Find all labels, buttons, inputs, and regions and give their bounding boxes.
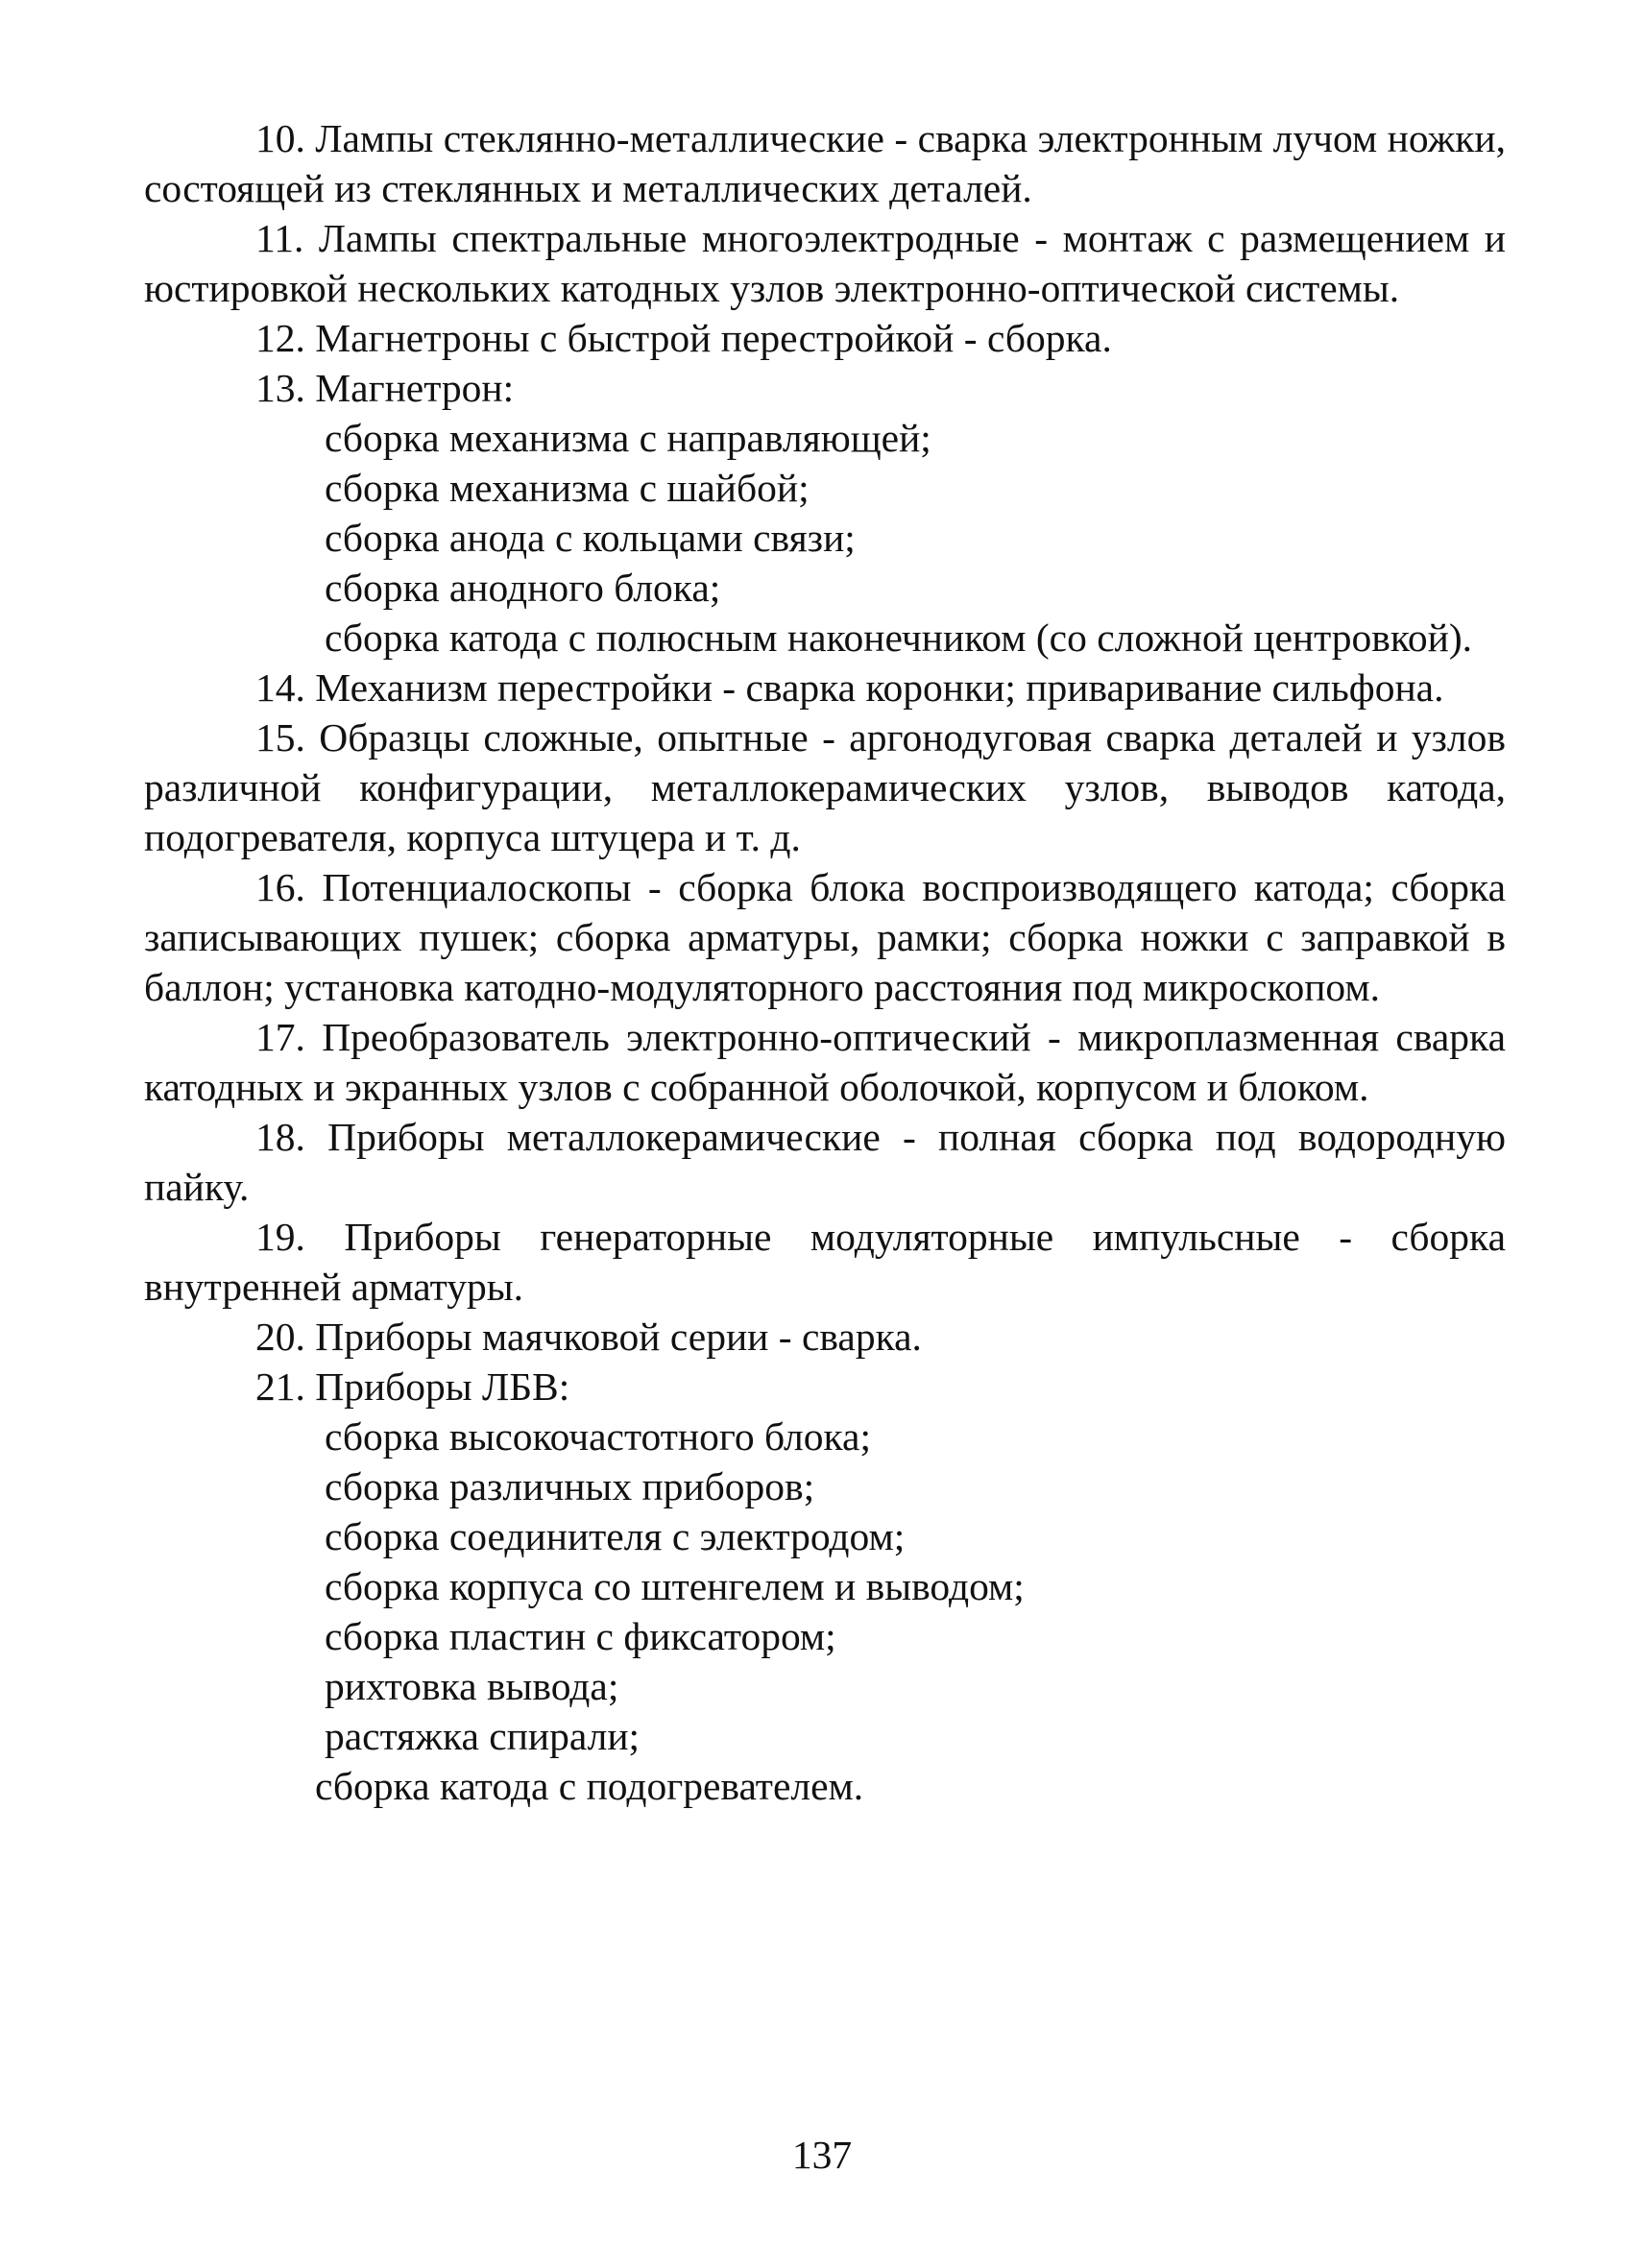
list-subitem: сборка катода с подогревателем. xyxy=(315,1764,864,1808)
list-subitem: рихтовка вывода; xyxy=(325,1664,619,1708)
body-text xyxy=(144,113,1506,1811)
list-subitem: растяжка спирали; xyxy=(325,1714,641,1758)
paragraph: 19. Приборы генераторные модуляторные импульсные - сборка внутренней арматуры. xyxy=(144,1215,1506,1309)
paragraph: 17. Преобразователь электронно-оптический - микроплазменная сварка катодных и экранных узлов с собранной оболочкой, корпусом и блоком. xyxy=(144,1015,1506,1109)
page-number: 137 xyxy=(791,2133,853,2177)
paragraph: 18. Приборы металлокерамические - полная сборка под водородную пайку. xyxy=(144,1115,1506,1209)
paragraph: 20. Приборы маячковой серии - сварка. xyxy=(255,1315,922,1359)
list-subitem: сборка соединителя с электродом; xyxy=(325,1514,906,1558)
list-subitem: сборка анода с кольцами связи; xyxy=(325,516,856,560)
paragraph: 10. Лампы стеклянно-металлические - сварка электронным лучом ножки, состоящей из стеклянных и металлических деталей. xyxy=(144,116,1506,210)
paragraph: 12. Магнетроны с быстрой перестройкой - сборка. xyxy=(255,316,1112,360)
list-subitem: сборка корпуса со штенгелем и выводом; xyxy=(325,1564,1025,1608)
paragraph: 14. Механизм перестройки - сварка коронки; приваривание сильфона. xyxy=(255,665,1444,710)
list-subitem: сборка высокочастотного блока; xyxy=(325,1414,871,1459)
list-subitem: сборка различных приборов; xyxy=(325,1464,815,1508)
paragraph: 16. Потенциалоскопы - сборка блока воспроизводящего катода; сборка записывающих пушек; сборка арматуры, рамки; сборка ножки с заправкой в баллон; установка катодно-модуляторного расстояния под микроскопом. xyxy=(144,865,1506,1009)
list-subitem: сборка механизма с шайбой; xyxy=(325,466,810,510)
list-subitem: сборка механизма с направляющей; xyxy=(325,416,931,460)
list-subitem: сборка анодного блока; xyxy=(325,566,721,610)
list-subitem: сборка пластин с фиксатором; xyxy=(325,1614,836,1658)
paragraph: 13. Магнетрон: xyxy=(255,366,515,410)
paragraph: 11. Лампы спектральные многоэлектродные - монтаж с размещением и юстировкой нескольких катодных узлов электронно-оптической системы. xyxy=(144,216,1506,310)
paragraph: 21. Приборы ЛБВ: xyxy=(255,1364,570,1409)
list-subitem: сборка катода с полюсным наконечником (со сложной центровкой). xyxy=(325,615,1473,660)
paragraph: 15. Образцы сложные, опытные - аргонодуговая сварка деталей и узлов различной конфигурации, металлокерамических узлов, выводов катода, подогревателя, корпуса штуцера и т. д. xyxy=(144,715,1506,859)
